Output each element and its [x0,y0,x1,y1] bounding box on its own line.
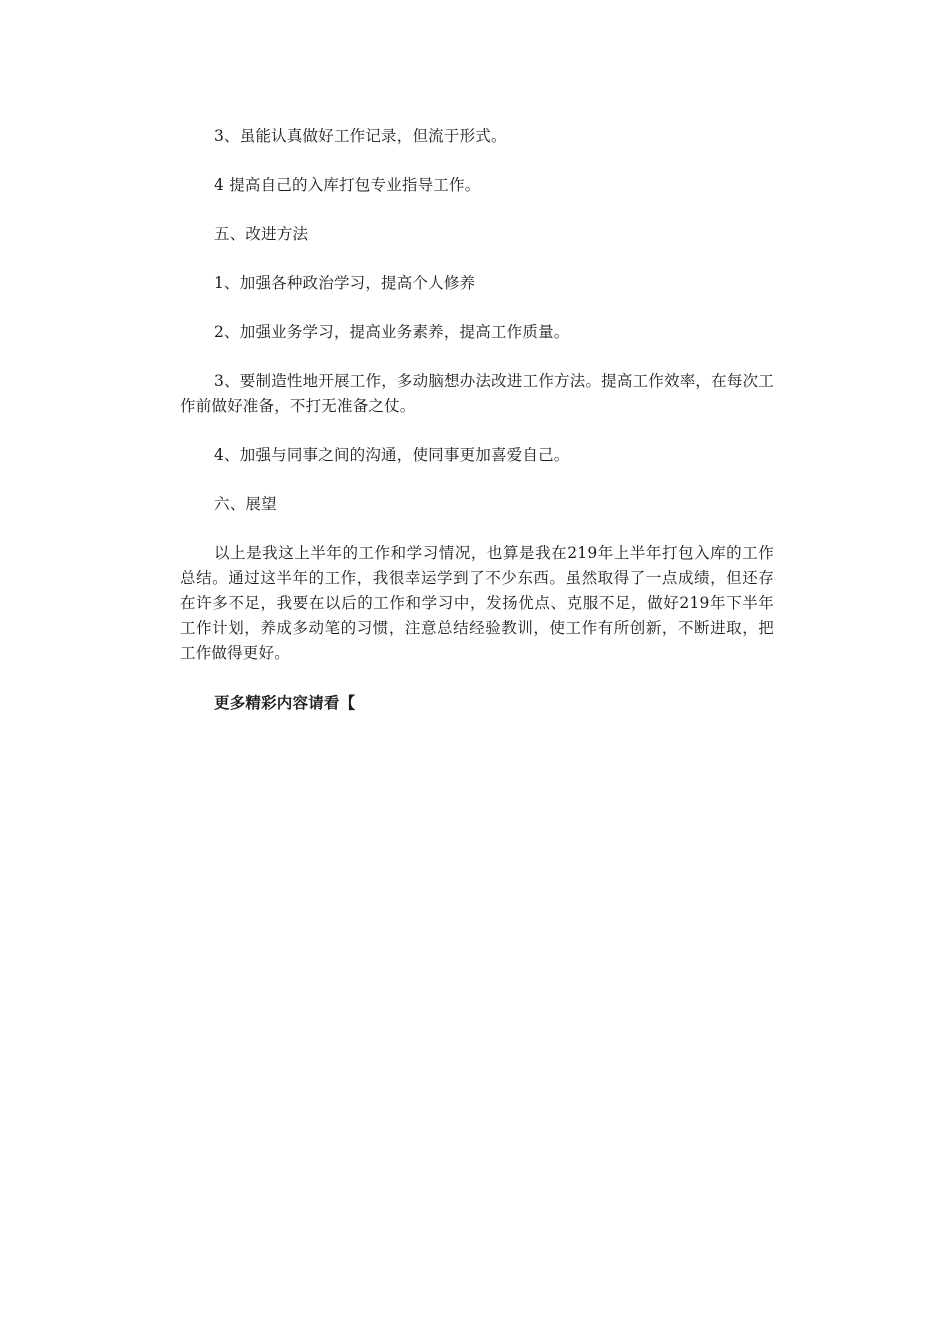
document-body [180,124,774,739]
paragraph-record-keeping: 3、虽能认真做好工作记录，但流于形式。 [214,127,507,145]
paragraph-creative-work: 3、要制造性地开展工作，多动脑想办法改进工作方法。提高工作效率，在每次工作前做好准备，不打无准备之仗。 [180,372,774,415]
section-heading-improvement: 五、改进方法 [214,225,309,243]
paragraph-business-study: 2、加强业务学习，提高业务素养，提高工作质量。 [214,323,570,341]
section-heading-outlook: 六、展望 [214,495,277,513]
paragraph-political-study: 1、加强各种政治学习，提高个人修养 [214,274,476,292]
paragraph-communication: 4、加强与同事之间的沟通，使同事更加喜爱自己。 [214,446,570,464]
paragraph-packing-guidance: 4 提高自己的入库打包专业指导工作。 [214,176,481,194]
more-content-link[interactable]: 更多精彩内容请看【 [214,693,356,712]
paragraph-summary: 以上是我这上半年的工作和学习情况，也算是我在219年上半年打包入库的工作总结。通过这半年的工作，我很幸运学到了不少东西。虽然取得了一点成绩，但还存在许多不足，我要在以后的工作和学习中，发扬优点、克服不足，做好219年下半年工作计划，养成多动笔的习惯，注意总结经验教训，使工作有所创新，不断进取，把工作做得更好。 [180,544,774,662]
